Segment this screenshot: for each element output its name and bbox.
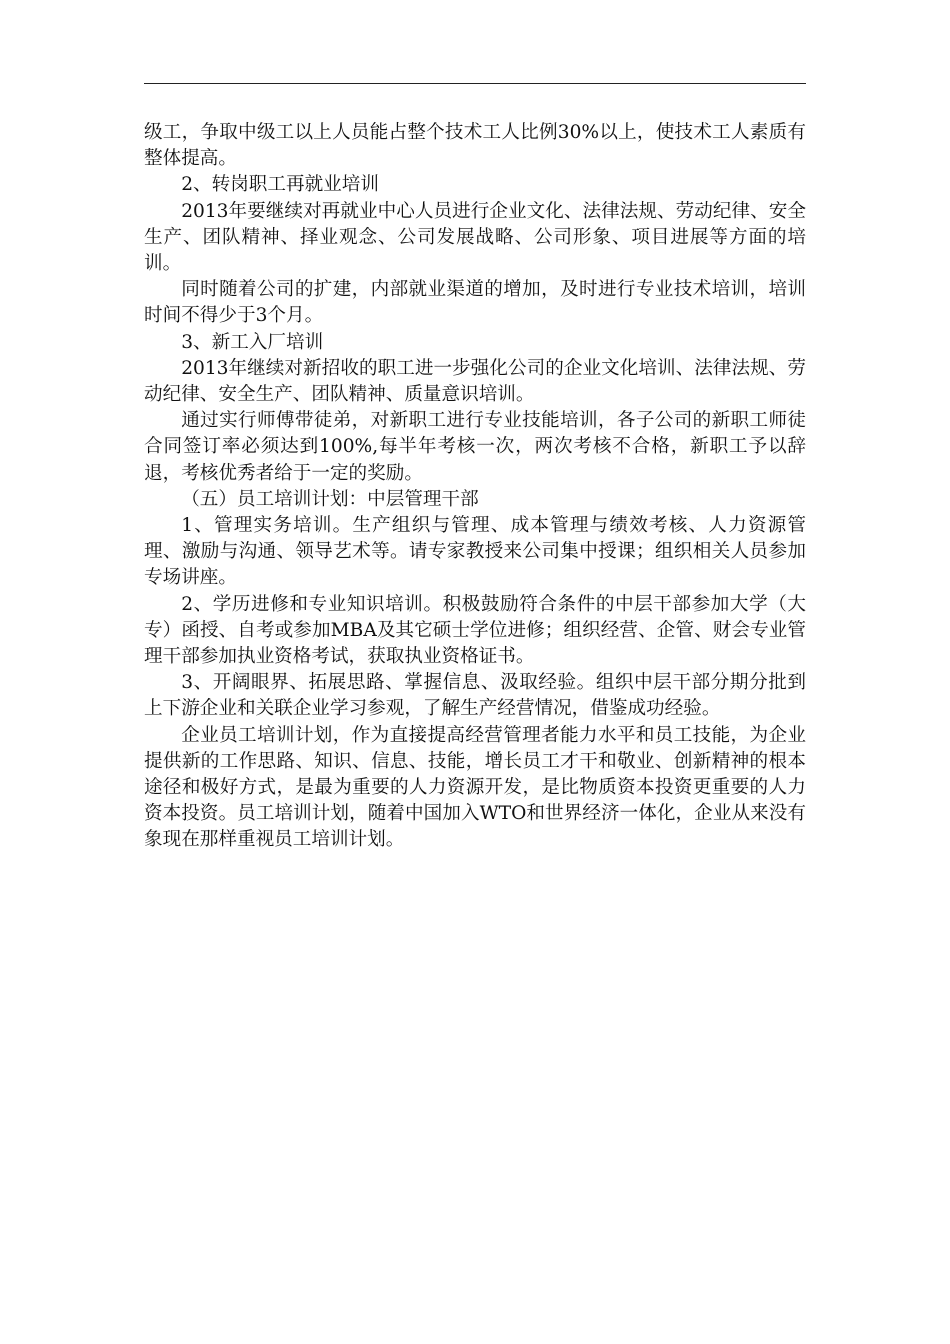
paragraph-professional-training: 同时随着公司的扩建，内部就业渠道的增加，及时进行专业技术培训，培训时间不得少于3个月。 — [144, 279, 806, 327]
paragraph-education-advancement: 2、学历进修和专业知识培训。积极鼓励符合条件的中层干部参加大学（大专）函授、自考或参加MBA及其它硕士学位进修；组织经营、企管、财会专业管理干部参加执业资格考试，获取执业资格证书。 — [144, 593, 806, 668]
paragraph-reemployment-training: 2013年要继续对再就业中心人员进行企业文化、法律法规、劳动纪律、安全生产、团队精神、择业观念、公司发展战略、公司形象、项目进展等方面的培训。 — [144, 200, 806, 275]
paragraph-continuation: 级工，争取中级工以上人员能占整个技术工人比例30%以上，使技术工人素质有整体提高。 — [144, 122, 806, 170]
document-body — [144, 120, 806, 854]
heading-middle-management: （五）员工培训计划：中层管理干部 — [181, 488, 479, 510]
paragraph-broaden-horizons: 3、开阔眼界、拓展思路、掌握信息、汲取经验。组织中层干部分期分批到上下游企业和关联企业学习参观，了解生产经营情况，借鉴成功经验。 — [144, 672, 806, 720]
paragraph-management-practice: 1、管理实务培训。生产组织与管理、成本管理与绩效考核、人力资源管理、激励与沟通、领导艺术等。请专家教授来公司集中授课；组织相关人员参加专场讲座。 — [144, 515, 806, 589]
heading-transfer-training: 2、转岗职工再就业培训 — [181, 174, 379, 196]
paragraph-conclusion: 企业员工培训计划，作为直接提高经营管理者能力水平和员工技能，为企业提供新的工作思路、知识、信息、技能，增长员工才干和敬业、创新精神的根本途径和极好方式，是最为重要的人力资源开发，是比物质资本投资更重要的人力资本投资。员工培训计划，随着中国加入WTO和世界经济一体化，企业从来没有象现在那样重视员工培训计划。 — [144, 724, 806, 851]
paragraph-apprenticeship: 通过实行师傅带徒弟，对新职工进行专业技能培训，各子公司的新职工师徒合同签订率必须达到100%,每半年考核一次，两次考核不合格，新职工予以辞退，考核优秀者给于一定的奖励。 — [144, 410, 806, 484]
header-rule — [144, 83, 806, 84]
paragraph-new-worker-culture: 2013年继续对新招收的职工进一步强化公司的企业文化培训、法律法规、劳动纪律、安全生产、团队精神、质量意识培训。 — [144, 357, 806, 406]
heading-new-worker-training: 3、新工入厂培训 — [181, 331, 324, 353]
